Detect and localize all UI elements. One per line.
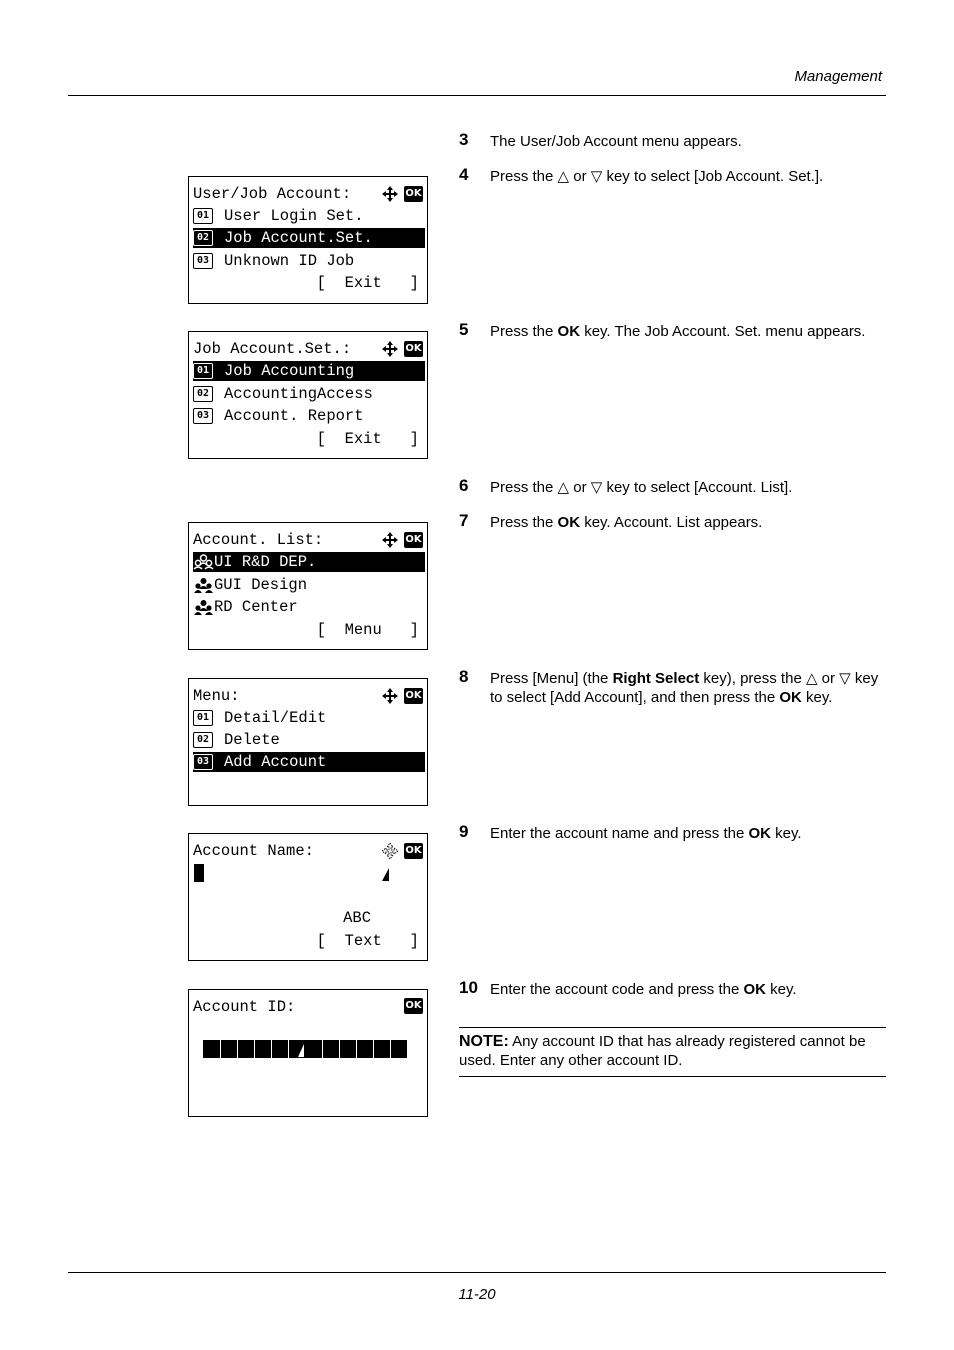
menu-item-selected[interactable]: 02 Job Account.Set.	[193, 228, 425, 248]
lcd-title: Account Name:	[193, 842, 314, 860]
menu-item-selected[interactable]: 01 Job Accounting	[193, 361, 425, 381]
step-4: 4 Press the △ or ▽ key to select [Job Account. Set.].	[459, 165, 824, 185]
group-icon	[193, 577, 214, 593]
ok-icon: OK	[404, 186, 423, 202]
step-9: 9 Enter the account name and press the OK key.	[459, 822, 802, 842]
note-label: NOTE:	[459, 1033, 509, 1050]
step-10: 10 Enter the account code and press the OK key.	[459, 978, 797, 998]
item-number-icon: 03	[193, 253, 213, 269]
item-number-icon: 01	[193, 363, 213, 379]
footer-rule	[68, 1272, 886, 1273]
note-text: Any account ID that has already registered cannot be used. Enter any other account ID.	[459, 1033, 866, 1069]
lcd-title: Account ID:	[193, 998, 296, 1016]
step-5: 5 Press the OK key. The Job Account. Set. menu appears.	[459, 320, 866, 340]
four-way-arrow-icon	[381, 185, 399, 203]
ok-icon: OK	[404, 843, 423, 859]
lcd-screen-account-list	[188, 522, 428, 650]
item-number-icon: 01	[193, 208, 213, 224]
softkey-text[interactable]: [ Text ]	[316, 932, 419, 950]
step-3: 3 The User/Job Account menu appears.	[459, 130, 742, 150]
menu-item[interactable]: 01 Detail/Edit	[193, 708, 425, 728]
menu-item[interactable]: 02 AccountingAccess	[193, 384, 425, 404]
softkey-menu[interactable]: [ Menu ]	[316, 621, 419, 639]
menu-item[interactable]: 02 Delete	[193, 730, 425, 750]
header-rule	[68, 95, 886, 96]
account-list-item[interactable]: RD Center	[193, 597, 425, 617]
running-header: Management	[794, 68, 882, 85]
ok-icon: OK	[404, 998, 423, 1014]
lcd-title: Menu:	[193, 687, 240, 705]
menu-item[interactable]: 01 User Login Set.	[193, 206, 425, 226]
input-limit-caret-icon	[382, 868, 389, 881]
input-limit-caret-icon	[298, 1044, 304, 1057]
status-icons	[381, 531, 423, 549]
item-number-icon: 03	[193, 754, 213, 770]
status-icons	[381, 185, 423, 203]
four-way-arrow-icon	[381, 842, 399, 860]
status-icons	[381, 687, 423, 705]
item-number-icon: 01	[193, 710, 213, 726]
ok-icon: OK	[404, 532, 423, 548]
lcd-title: Job Account.Set.:	[193, 340, 352, 358]
menu-item[interactable]: 03 Account. Report	[193, 406, 425, 426]
ok-icon: OK	[404, 688, 423, 704]
lcd-screen-account-id	[188, 989, 428, 1117]
status-icons	[381, 340, 423, 358]
item-number-icon: 03	[193, 408, 213, 424]
status-icons	[381, 842, 423, 860]
step-8: 8 Press [Menu] (the Right Select key), press the △ or ▽ key to select [Add Account], and then press the OK key.	[459, 667, 879, 706]
lcd-screen-user-job-account	[188, 176, 428, 304]
group-icon	[193, 554, 214, 570]
ok-icon: OK	[404, 341, 423, 357]
lcd-title: User/Job Account:	[193, 185, 352, 203]
item-number-icon: 02	[193, 732, 213, 748]
note-box	[459, 1027, 886, 1077]
account-list-item[interactable]: GUI Design	[193, 575, 425, 595]
item-number-icon: 02	[193, 386, 213, 402]
softkey-exit[interactable]: [ Exit ]	[316, 430, 419, 448]
lcd-screen-menu	[188, 678, 428, 806]
text-cursor[interactable]	[194, 864, 204, 887]
group-icon	[193, 599, 214, 615]
step-7: 7 Press the OK key. Account. List appears.	[459, 511, 763, 531]
status-icons	[404, 998, 423, 1014]
step-6: 6 Press the △ or ▽ key to select [Account. List].	[459, 476, 793, 496]
account-list-item-selected[interactable]: UI R&D DEP.	[193, 552, 425, 572]
menu-item[interactable]: 03 Unknown ID Job	[193, 251, 425, 271]
four-way-arrow-icon	[381, 687, 399, 705]
softkey-exit[interactable]: [ Exit ]	[316, 274, 419, 292]
account-id-input[interactable]	[203, 1040, 407, 1058]
four-way-arrow-icon	[381, 531, 399, 549]
input-mode-indicator: ABC	[343, 909, 371, 927]
lcd-screen-job-account-set	[188, 331, 428, 459]
item-number-icon: 02	[193, 230, 213, 246]
page-number: 11-20	[458, 1286, 496, 1303]
lcd-screen-account-name	[188, 833, 428, 961]
lcd-title: Account. List:	[193, 531, 324, 549]
menu-item-selected[interactable]: 03 Add Account	[193, 752, 425, 772]
four-way-arrow-icon	[381, 340, 399, 358]
